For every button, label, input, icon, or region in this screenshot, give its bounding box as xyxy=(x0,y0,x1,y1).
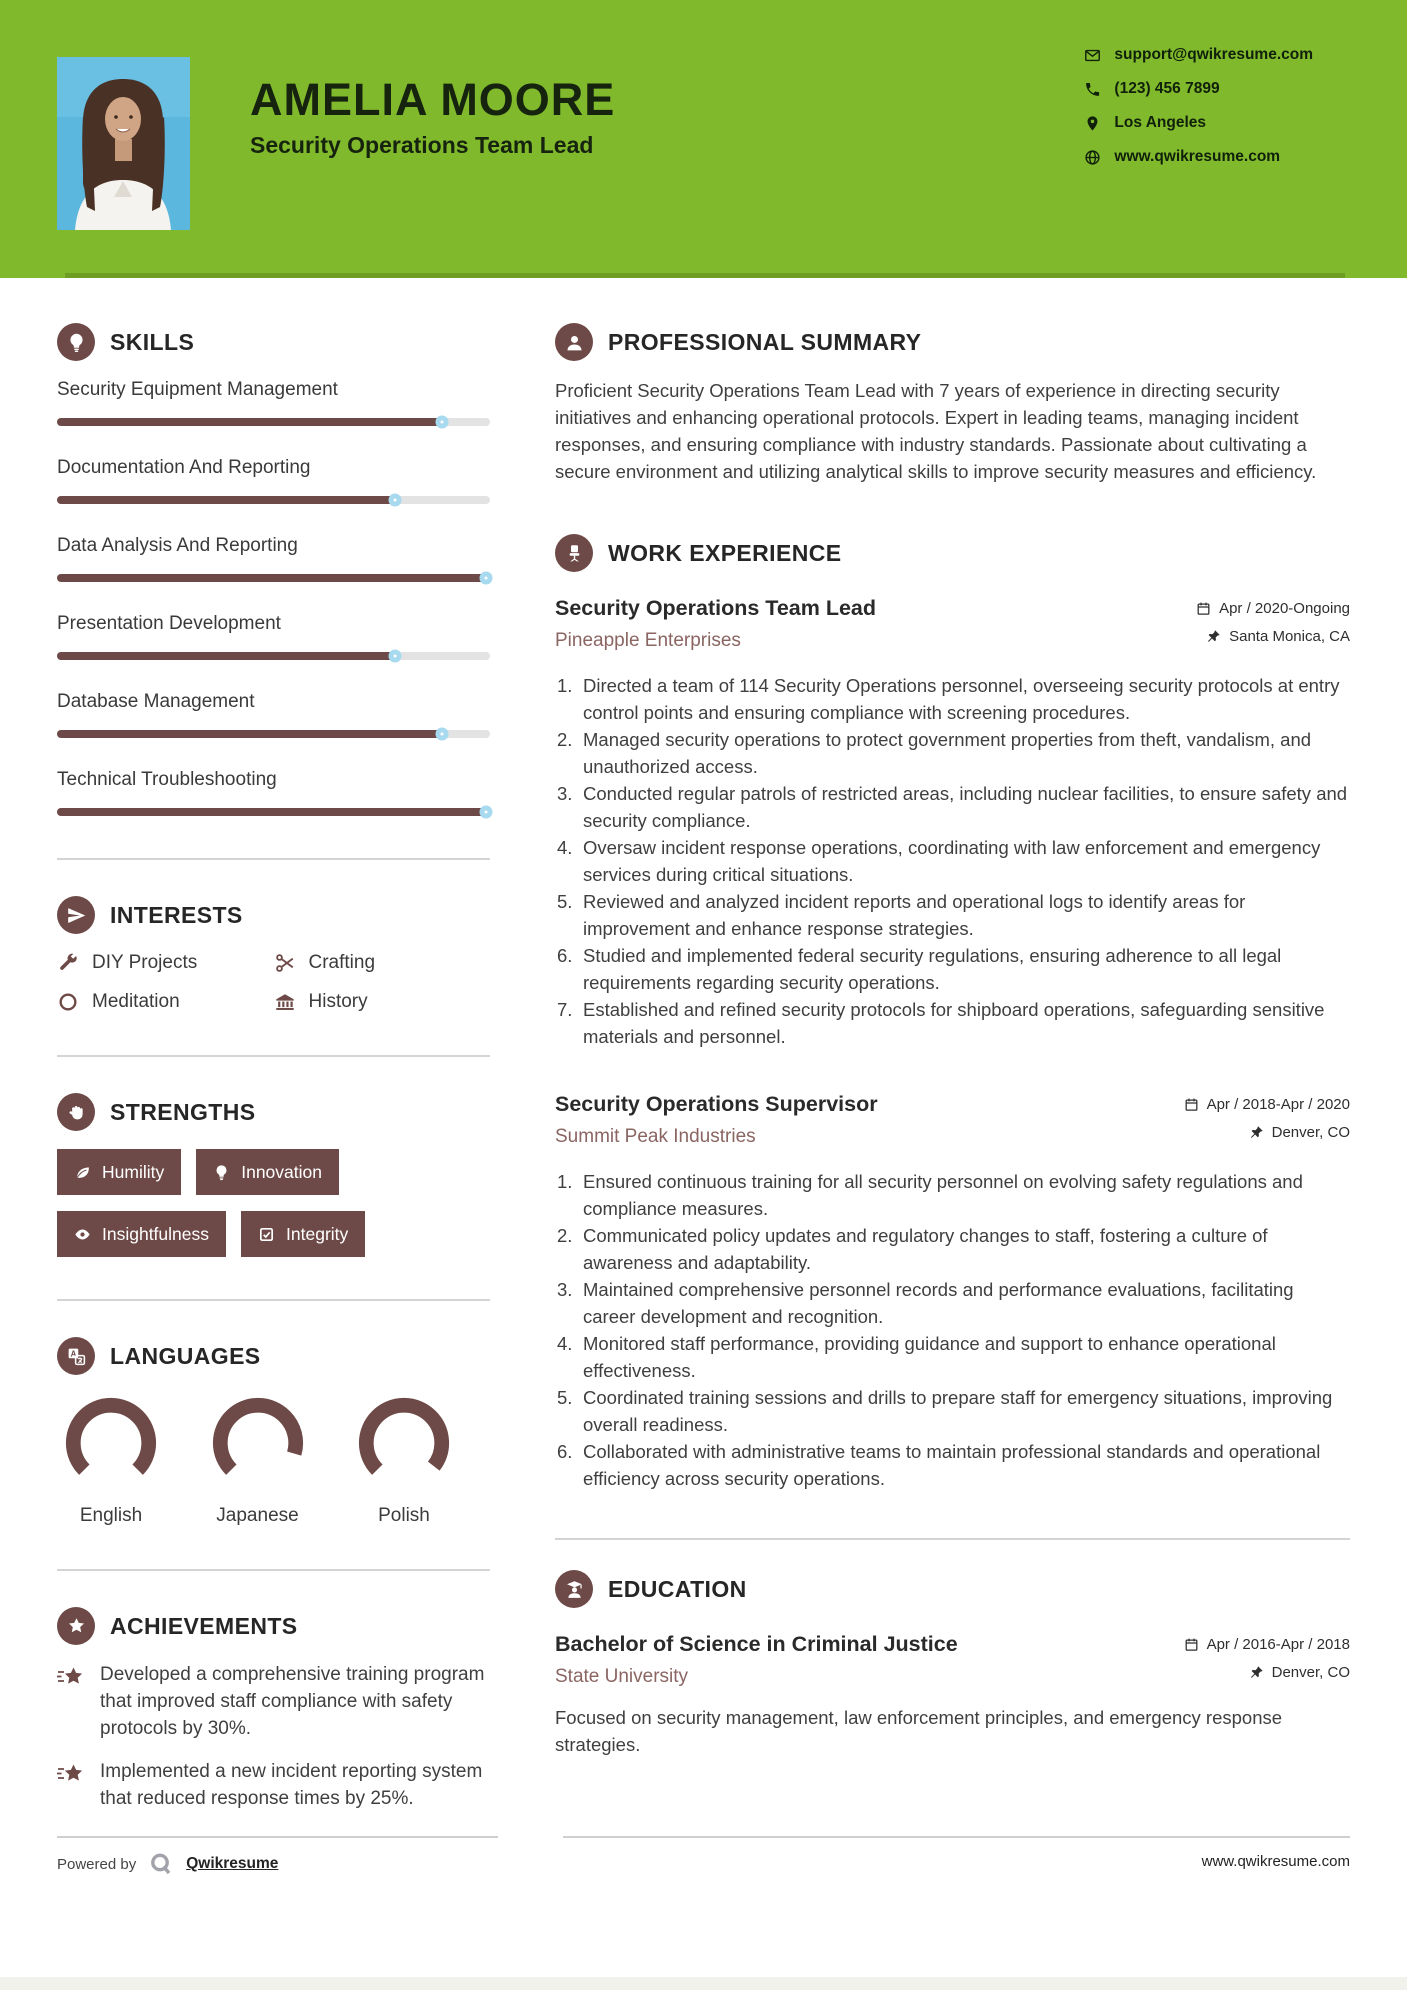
interests-list xyxy=(57,952,490,1013)
job-date: Apr / 2018-Apr / 2020 xyxy=(1184,1096,1350,1113)
job-bullet: Reviewed and analyzed incident reports and operational logs to identify areas for improvement and enhance response strategies. xyxy=(583,891,1246,939)
job-bullet: Maintained comprehensive personnel records and performance evaluations, facilitating career development and recognition. xyxy=(583,1279,1294,1327)
contact-website[interactable]: www.qwikresume.com xyxy=(1114,148,1281,165)
skill-label: Database Management xyxy=(57,691,255,712)
job-title: Security Operations Supervisor xyxy=(555,1092,878,1116)
language-item xyxy=(65,1397,157,1527)
pushpin-icon xyxy=(1249,1125,1264,1140)
qwikresume-logo-icon xyxy=(148,1851,174,1877)
job-title: Security Operations Team Lead xyxy=(555,596,877,620)
contact-phone-row xyxy=(1084,79,1313,99)
degree-title: Bachelor of Science in Criminal Justice xyxy=(555,1632,958,1656)
location-pin-icon xyxy=(1084,115,1101,132)
qwikresume-link[interactable]: Qwikresume xyxy=(186,1855,279,1872)
skill-slider xyxy=(57,652,490,660)
lightbulb-icon xyxy=(57,323,95,361)
pushpin-icon xyxy=(1249,1665,1264,1680)
scissors-icon xyxy=(274,952,296,974)
contact-phone: (123) 456 7899 xyxy=(1114,80,1220,97)
job-entry xyxy=(555,596,1350,1050)
job-bullet: Established and refined security protocols for shipboard operations, safeguarding sensitive materials and personnel. xyxy=(583,999,1325,1047)
skill-slider-handle xyxy=(479,572,492,585)
language-gauge xyxy=(212,1397,304,1489)
fist-icon xyxy=(57,1093,95,1131)
footer-website-link[interactable]: www.qwikresume.com xyxy=(1201,1853,1350,1870)
education-location: Denver, CO xyxy=(1249,1664,1350,1681)
graduate-icon xyxy=(555,1570,593,1608)
skill-fill xyxy=(57,652,395,660)
skill-fill xyxy=(57,496,395,504)
skill-slider xyxy=(57,418,490,426)
skill-label: Data Analysis And Reporting xyxy=(57,535,298,556)
strength-badge: Insightfulness xyxy=(57,1211,226,1257)
identity-block xyxy=(250,76,615,159)
experience-section-header xyxy=(555,534,1350,572)
divider xyxy=(555,1538,1350,1540)
divider xyxy=(57,1055,490,1057)
job-bullet-list xyxy=(555,1168,1350,1492)
skill-row xyxy=(57,457,490,504)
skill-fill xyxy=(57,418,442,426)
job-bullet-list xyxy=(555,672,1350,1050)
interest-item: DIY Projects xyxy=(57,952,274,974)
person-job-title: Security Operations Team Lead xyxy=(250,132,594,159)
strengths-section-header xyxy=(57,1093,490,1131)
profile-photo xyxy=(57,57,190,231)
interest-item: History xyxy=(274,991,491,1013)
job-location: Santa Monica, CA xyxy=(1206,628,1350,645)
job-company: Summit Peak Industries xyxy=(555,1126,756,1147)
profile-photo-illustration xyxy=(57,57,190,230)
skill-slider-handle xyxy=(436,416,449,429)
skills-heading: SKILLS xyxy=(110,328,195,355)
strength-badge: Integrity xyxy=(241,1211,365,1257)
skill-fill xyxy=(57,574,486,582)
wrench-icon xyxy=(57,952,79,974)
education-section-header xyxy=(555,1570,1350,1608)
education-entry xyxy=(555,1632,1350,1758)
summary-text: Proficient Security Operations Team Lead with 7 years of experience in directing security initiatives and enhancing operational protocols. Expert in leading teams, managing incident responses, and ensuring compliance with industry standards. Passionate about cultivating a secure environment and utilizing analytical skills to improve security measures and efficiency. xyxy=(555,380,1317,482)
languages-list xyxy=(57,1397,490,1527)
strengths-list xyxy=(57,1149,490,1257)
interest-item: Meditation xyxy=(57,991,274,1013)
job-bullet: Monitored staff performance, providing guidance and support to enhance operational effectiveness. xyxy=(583,1333,1276,1381)
strength-badge: Innovation xyxy=(196,1149,339,1195)
museum-icon xyxy=(274,991,296,1013)
footer-branding xyxy=(57,1836,498,1877)
powered-by-label: Powered by xyxy=(57,1855,137,1873)
header-bottom-shade xyxy=(65,273,1345,278)
job-bullet: Managed security operations to protect government properties from theft, vandalism, and unauthorized access. xyxy=(583,729,1312,777)
skill-slider xyxy=(57,730,490,738)
job-bullet: Conducted regular patrols of restricted areas, including nuclear facilities, to ensure safety and security compliance. xyxy=(583,783,1348,831)
contact-block xyxy=(1084,45,1313,181)
education-date: Apr / 2016-Apr / 2018 xyxy=(1184,1636,1350,1653)
job-bullet: Coordinated training sessions and drills to prepare staff for emergency situations, improving overall readiness. xyxy=(583,1387,1333,1435)
skill-label: Technical Troubleshooting xyxy=(57,769,277,790)
skill-row xyxy=(57,691,490,738)
main-content xyxy=(0,278,1407,1812)
language-gauge xyxy=(358,1397,450,1489)
achievement-text: Implemented a new incident reporting system that reduced response times by 25%. xyxy=(100,1761,483,1809)
summary-section-header xyxy=(555,323,1350,361)
job-entry xyxy=(555,1092,1350,1492)
skill-fill xyxy=(57,730,442,738)
phone-icon xyxy=(1084,81,1101,98)
contact-location-row xyxy=(1084,113,1313,133)
footer xyxy=(0,1836,1407,1877)
divider xyxy=(57,858,490,860)
achievements-heading: ACHIEVEMENTS xyxy=(110,1612,298,1639)
footer-website xyxy=(563,1836,1350,1871)
job-bullet: Collaborated with administrative teams to maintain professional standards and operational efficiency across security operations. xyxy=(583,1441,1321,1489)
header xyxy=(0,0,1407,278)
education-description: Focused on security management, law enforcement principles, and emergency response strategies. xyxy=(555,1707,1283,1755)
shooting-star-icon xyxy=(57,1761,85,1787)
job-bullet: Ensured continuous training for all security personnel on evolving safety regulations and compliance measures. xyxy=(583,1171,1303,1219)
language-item xyxy=(358,1397,450,1527)
skill-row xyxy=(57,613,490,660)
summary-heading: PROFESSIONAL SUMMARY xyxy=(608,328,922,355)
language-label: English xyxy=(79,1505,143,1526)
skill-slider-handle xyxy=(388,494,401,507)
languages-heading: LANGUAGES xyxy=(110,1342,261,1369)
skill-slider-handle xyxy=(388,650,401,663)
language-label: Polish xyxy=(378,1505,430,1526)
job-bullet: Communicated policy updates and regulatory changes to staff, fostering a culture of awareness and adaptability. xyxy=(583,1225,1268,1273)
strengths-heading: STRENGTHS xyxy=(110,1098,256,1125)
language-gauge xyxy=(65,1397,157,1489)
shooting-star-icon xyxy=(57,1664,85,1690)
main-column xyxy=(555,323,1350,1812)
interest-item: Crafting xyxy=(274,952,491,974)
strength-badge: Humility xyxy=(57,1149,181,1195)
skill-slider xyxy=(57,574,490,582)
job-bullet: Studied and implemented federal security regulations, ensuring adherence to all legal requirements regarding security operations. xyxy=(583,945,1282,993)
skill-label: Presentation Development xyxy=(57,613,281,634)
contact-website-row xyxy=(1084,147,1313,167)
skill-row xyxy=(57,379,490,426)
contact-location: Los Angeles xyxy=(1114,114,1207,131)
globe-icon xyxy=(1084,149,1101,166)
email-icon xyxy=(1084,47,1101,64)
interests-heading: INTERESTS xyxy=(110,901,243,928)
contact-email[interactable]: support@qwikresume.com xyxy=(1114,46,1313,63)
translate-icon xyxy=(57,1337,95,1375)
contact-email-row xyxy=(1084,45,1313,65)
job-bullet: Directed a team of 114 Security Operations personnel, overseeing security protocols at entry control points and ensuring compliance with screening procedures. xyxy=(583,675,1340,723)
achievements-section-header xyxy=(57,1607,490,1645)
achievement-text: Developed a comprehensive training program that improved staff compliance with safety protocols by 30%. xyxy=(100,1664,485,1739)
skill-label: Security Equipment Management xyxy=(57,379,338,400)
paper-plane-icon xyxy=(57,896,95,934)
skill-slider xyxy=(57,808,490,816)
skill-row xyxy=(57,535,490,582)
circle-icon xyxy=(57,991,79,1013)
leaf-icon xyxy=(74,1164,91,1181)
skills-section-header xyxy=(57,323,490,361)
language-label: Japanese xyxy=(216,1505,299,1526)
sidebar xyxy=(57,323,490,1812)
divider xyxy=(57,1569,490,1571)
eye-icon xyxy=(74,1226,91,1243)
calendar-icon xyxy=(1184,1637,1199,1652)
page-bottom-strip xyxy=(0,1977,1407,1990)
achievement-item xyxy=(57,1758,490,1812)
office-chair-icon xyxy=(555,534,593,572)
calendar-icon xyxy=(1196,601,1211,616)
skill-slider-handle xyxy=(479,806,492,819)
job-location: Denver, CO xyxy=(1249,1124,1350,1141)
job-date: Apr / 2020-Ongoing xyxy=(1196,600,1350,617)
divider xyxy=(57,1299,490,1301)
skill-slider-handle xyxy=(436,728,449,741)
education-heading: EDUCATION xyxy=(608,1575,747,1602)
skill-row xyxy=(57,769,490,816)
school-name: State University xyxy=(555,1666,689,1687)
job-company: Pineapple Enterprises xyxy=(555,630,741,651)
experience-heading: WORK EXPERIENCE xyxy=(608,539,842,566)
skill-label: Documentation And Reporting xyxy=(57,457,311,478)
person-icon xyxy=(555,323,593,361)
job-bullet: Oversaw incident response operations, coordinating with law enforcement and emergency services during critical situations. xyxy=(583,837,1321,885)
pushpin-icon xyxy=(1206,629,1221,644)
language-item xyxy=(212,1397,304,1527)
svg-text:A: A xyxy=(70,1349,76,1358)
skill-slider xyxy=(57,496,490,504)
check-square-icon xyxy=(258,1226,275,1243)
interests-section-header xyxy=(57,896,490,934)
person-name: AMELIA MOORE xyxy=(250,74,616,125)
calendar-icon xyxy=(1184,1097,1199,1112)
lightbulb-icon xyxy=(213,1164,230,1181)
languages-section-header xyxy=(57,1337,490,1375)
achievement-item xyxy=(57,1661,490,1742)
skill-fill xyxy=(57,808,486,816)
star-badge-icon xyxy=(57,1607,95,1645)
